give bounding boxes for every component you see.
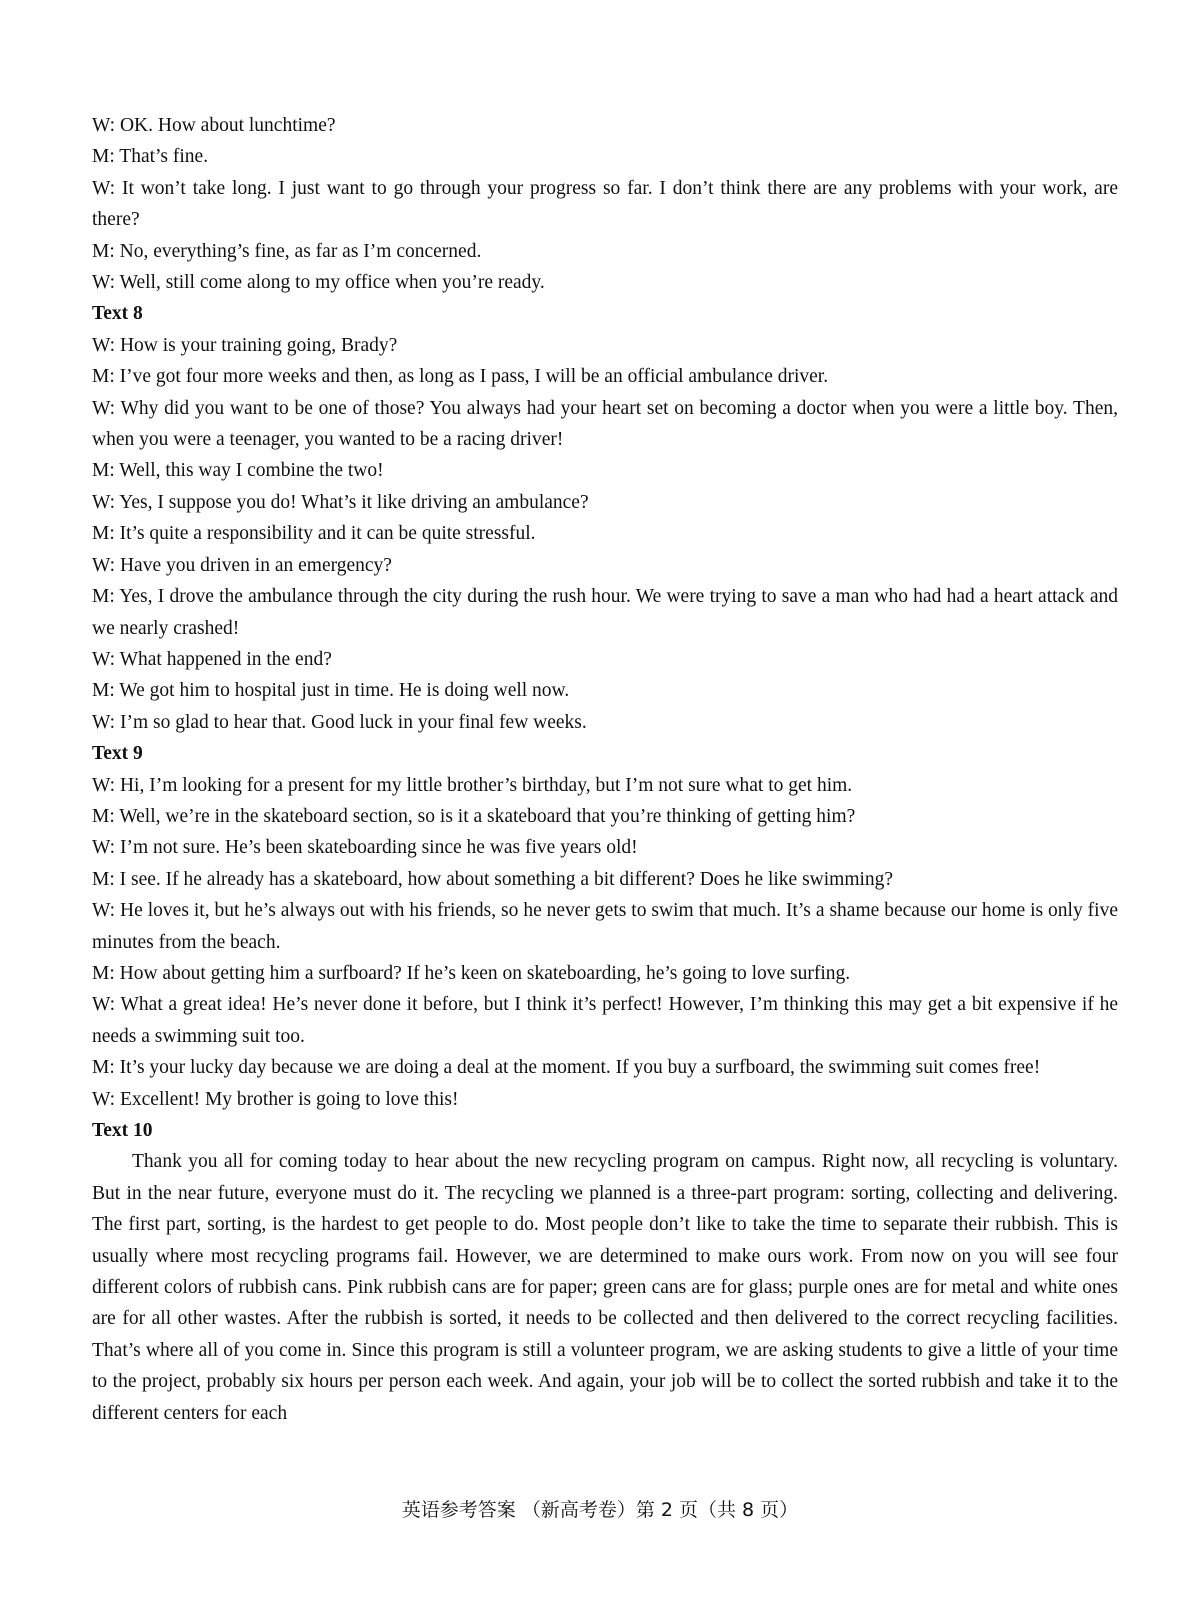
section-heading-text-9: Text 9 (92, 743, 143, 765)
dialogue-line: W: Have you driven in an emergency? (92, 554, 392, 576)
dialogue-line: W: Yes, I suppose you do! What’s it like driving an ambulance? (92, 491, 589, 513)
dialogue-line: M: No, everything’s fine, as far as I’m concerned. (92, 240, 482, 262)
monologue-paragraph: Thank you all for coming today to hear about the new recycling program on campus. Right now, all recycling is voluntary. But in the near future, everyone must do it. The recycling we planned is a three-part program: sorting, collecting and delivering. The first part, sorting, is the hardest to get people to do. Most people don’t like to take the time to separate their rubbish. This is usually where most recycling programs fail. However, we are determined to make ours work. From now on you will see four different colors of rubbish cans. Pink rubbish cans are for paper; green cans are for glass; purple ones are for metal and white ones are for all other wastes. After the rubbish is sorted, it needs to be collected and then delivered to the correct recycling facilities. That’s where all of you come in. Since this program is still a volunteer program, we are asking students to give a little of your time to the project, probably six hours per person each week. And again, your job will be to collect the sorted rubbish and take it to the different centers for each (92, 1151, 1118, 1424)
dialogue-line: W: Well, still come along to my office when you’re ready. (92, 272, 545, 294)
dialogue-line: M: Well, this way I combine the two! (92, 460, 384, 482)
dialogue-line: M: Well, we’re in the skateboard section, so is it a skateboard that you’re thinking of getting him? (92, 805, 856, 827)
page-footer: 英语参考答案 （新高考卷）第 2 页（共 8 页） (401, 1499, 799, 1521)
dialogue-line: W: I’m so glad to hear that. Good luck in your final few weeks. (92, 711, 587, 733)
dialogue-line: W: He loves it, but he’s always out with his friends, so he never gets to swim that much. It’s a shame because our home is only five minutes from the beach. (92, 900, 1118, 953)
dialogue-line: M: It’s quite a responsibility and it can be quite stressful. (92, 523, 536, 545)
dialogue-line: W: What happened in the end? (92, 648, 332, 670)
dialogue-line: M: I see. If he already has a skateboard, how about something a bit different? Does he like swimming? (92, 868, 894, 890)
section-heading-text-8: Text 8 (92, 303, 143, 325)
dialogue-line: W: OK. How about lunchtime? (92, 115, 336, 136)
document-body (92, 110, 1118, 1429)
dialogue-line: W: It won’t take long. I just want to go through your progress so far. I don’t think there are any problems with your work, are there? (92, 177, 1118, 231)
dialogue-line: W: Excellent! My brother is going to love this! (92, 1088, 459, 1110)
dialogue-line: W: How is your training going, Brady? (92, 334, 398, 356)
dialogue-line: M: Yes, I drove the ambulance through the city during the rush hour. We were trying to save a man who had had a heart attack and we nearly crashed! (92, 586, 1118, 639)
dialogue-line: W: What a great idea! He’s never done it before, but I think it’s perfect! However, I’m thinking this may get a bit expensive if he needs a swimming suit too. (92, 994, 1118, 1047)
dialogue-line: W: I’m not sure. He’s been skateboarding since he was five years old! (92, 837, 638, 859)
section-heading-text-10: Text 10 (92, 1120, 153, 1141)
dialogue-line: W: Hi, I’m looking for a present for my little brother’s birthday, but I’m not sure what to get him. (92, 774, 853, 796)
dialogue-line: M: I’ve got four more weeks and then, as long as I pass, I will be an official ambulance driver. (92, 366, 829, 388)
dialogue-line: M: We got him to hospital just in time. He is doing well now. (92, 680, 570, 702)
dialogue-line: M: That’s fine. (92, 146, 209, 168)
dialogue-line: M: How about getting him a surfboard? If he’s keen on skateboarding, he’s going to love surfing. (92, 962, 851, 984)
dialogue-line: W: Why did you want to be one of those? You always had your heart set on becoming a doctor when you were a little boy. Then, when you were a teenager, you wanted to be a racing driver! (92, 397, 1118, 451)
dialogue-line: M: It’s your lucky day because we are doing a deal at the moment. If you buy a surfboard, the swimming suit comes free! (92, 1057, 1041, 1079)
